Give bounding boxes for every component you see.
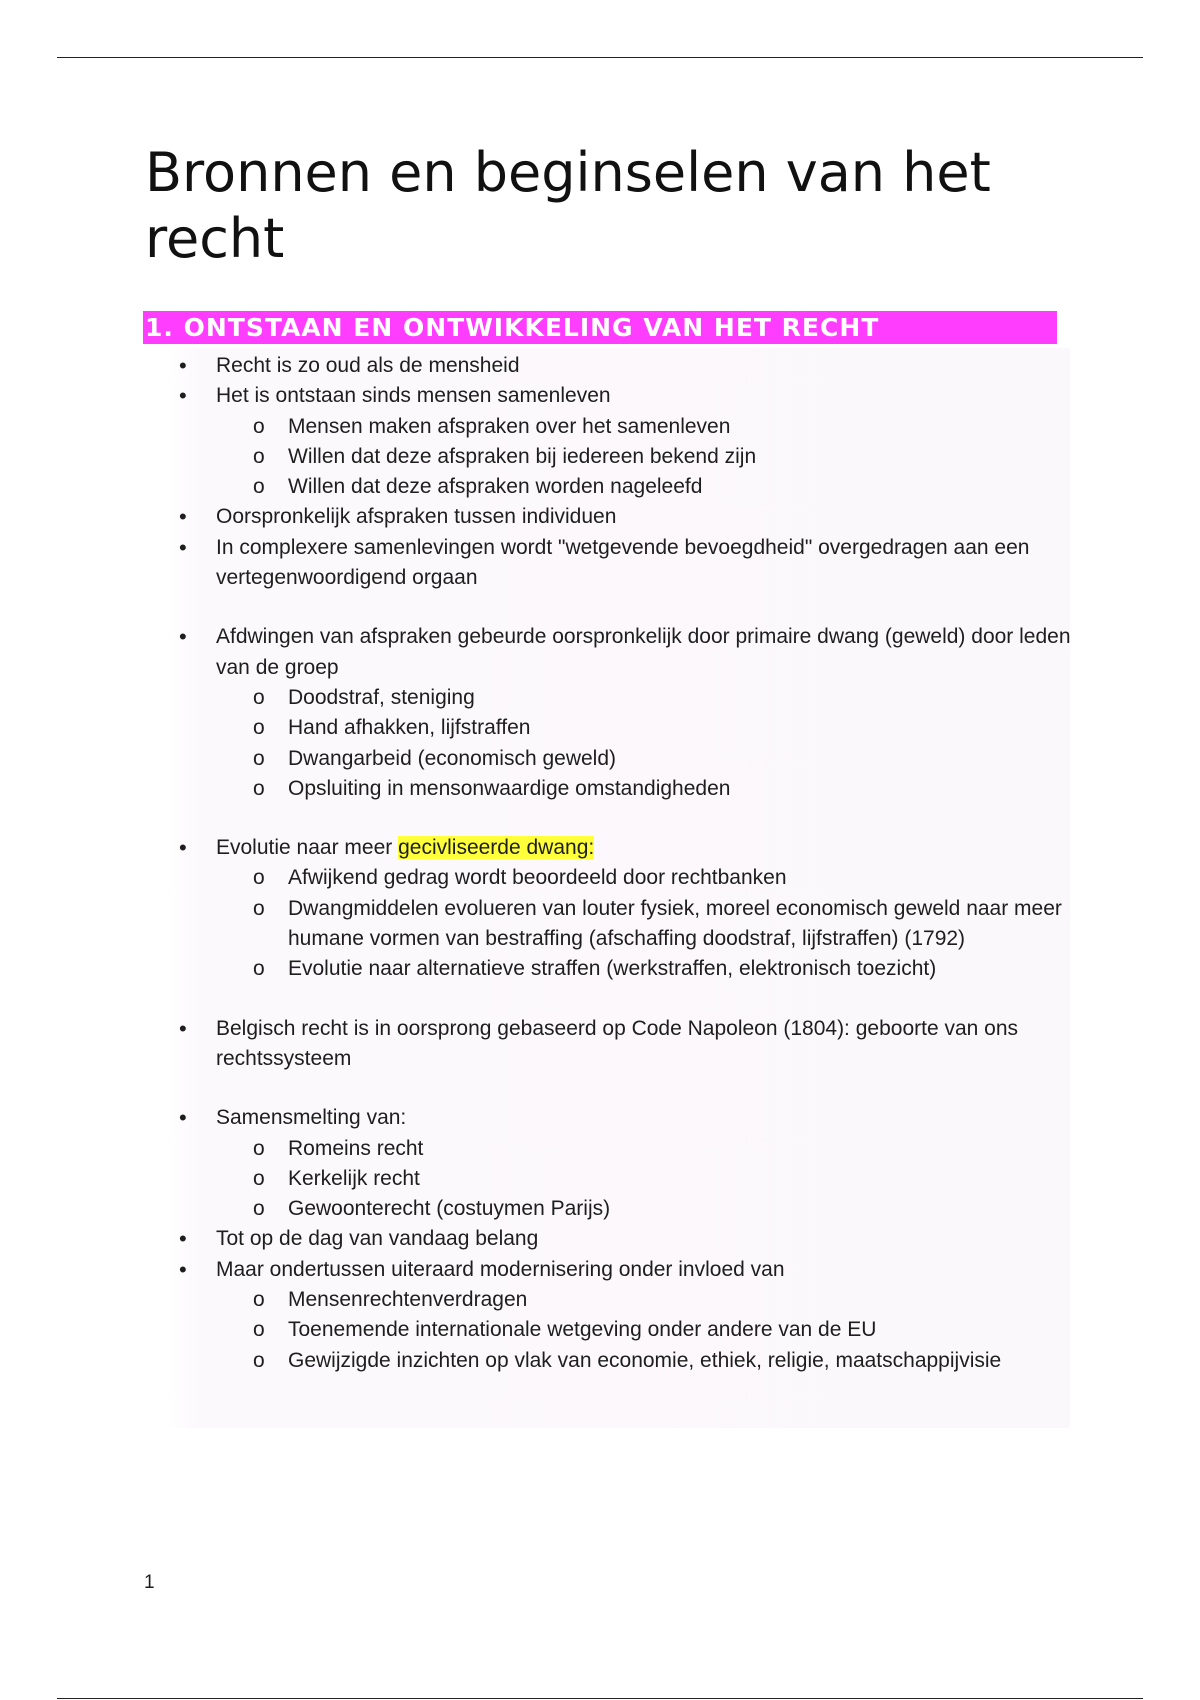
bullet-list [175,351,1075,1376]
list-item: • Het is ontstaan sinds mensen samenleven [175,381,1075,411]
sub-list-item: o Doodstraf, steniging [175,683,1075,713]
page-number: 1 [144,1572,155,1593]
list-item-text: Evolutie naar meer [216,836,399,860]
sub-list-item: o Gewoonterecht (costuymen Parijs) [175,1194,1075,1224]
sub-list-item: o Gewijzigde inzichten op vlak van economie, ethiek, religie, maatschappijvisie [175,1346,1075,1376]
sub-list-item: o Opsluiting in mensonwaardige omstandigheden [175,774,1075,804]
sub-list-item: o Kerkelijk recht [175,1164,1075,1194]
sub-list-item: o Hand afhakken, lijfstraffen [175,713,1075,743]
sub-list-item: o Willen dat deze afspraken bij iedereen bekend zijn [175,442,1075,472]
list-item: • Belgisch recht is in oorsprong gebaseerd op Code Napoleon (1804): geboorte van ons rechtssysteem [175,1014,1075,1075]
list-item: • Afdwingen van afspraken gebeurde oorspronkelijk door primaire dwang (geweld) door leden van de groep [175,622,1075,683]
list-item: • Oorspronkelijk afspraken tussen individuen [175,502,1075,532]
sub-list-item: o Evolutie naar alternatieve straffen (werkstraffen, elektronisch toezicht) [175,954,1075,984]
sub-list-item: o Dwangarbeid (economisch geweld) [175,744,1075,774]
list-item: • Maar ondertussen uiteraard modernisering onder invloed van [175,1255,1075,1285]
list-item: • In complexere samenlevingen wordt "wetgevende bevoegdheid" overgedragen aan een vertegenwoordigend orgaan [175,533,1075,594]
page-title: Bronnen en beginselen van het recht [145,141,991,270]
list-item [175,833,1075,863]
list-item: • Tot op de dag van vandaag belang [175,1224,1075,1254]
sub-list-item: o Willen dat deze afspraken worden nageleefd [175,472,1075,502]
sub-list-item: o Romeins recht [175,1134,1075,1164]
sub-list-item: o Mensenrechtenverdragen [175,1285,1075,1315]
list-item: • Samensmelting van: [175,1103,1075,1133]
sub-list-item: o Dwangmiddelen evolueren van louter fysiek, moreel economisch geweld naar meer humane vormen van bestraffing (afschaffing doodstraf, lijfstraffen) (1792) [175,894,1075,955]
sub-list-item: o Toenemende internationale wetgeving onder andere van de EU [175,1315,1075,1345]
footer-rule [57,1698,1143,1699]
highlighted-text: gecivliseerde dwang: [398,836,595,860]
list-item: • Recht is zo oud als de mensheid [175,351,1075,381]
sub-list-item: o Afwijkend gedrag wordt beoordeeld door rechtbanken [175,863,1075,893]
section-heading: 1. ONTSTAAN EN ONTWIKKELING VAN HET RECHT [143,311,1057,344]
sub-list-item: o Mensen maken afspraken over het samenleven [175,412,1075,442]
header-rule [57,57,1143,58]
